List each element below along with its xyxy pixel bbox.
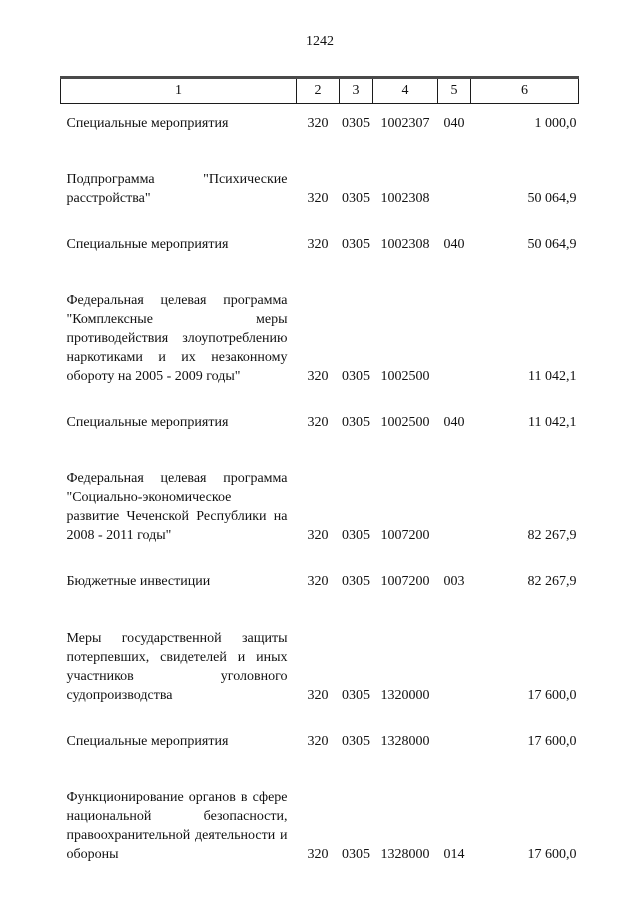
- code-cell: 0305: [342, 116, 370, 132]
- code-cell: 320: [307, 733, 329, 749]
- code-cell: 040: [443, 415, 465, 431]
- table-row: [61, 545, 579, 591]
- item-name-cell: Бюджетные инвестиции: [66, 574, 211, 590]
- code-cell: 1002500: [380, 415, 430, 431]
- code-cell: 0305: [342, 528, 370, 544]
- amount-cell: 11 042,1: [528, 415, 577, 431]
- code-cell: 1007200: [380, 574, 430, 590]
- item-name-cell: Подпрограмма "Психические расстройства": [66, 172, 288, 207]
- code-cell: 0305: [342, 574, 370, 590]
- code-cell: 1007200: [380, 528, 430, 544]
- code-cell: 320: [307, 687, 329, 703]
- table-row: [61, 208, 579, 254]
- code-cell: 1002308: [380, 237, 430, 253]
- code-cell: 0305: [342, 687, 370, 703]
- code-cell: 0305: [342, 191, 370, 207]
- code-cell: 1002500: [380, 369, 430, 385]
- code-cell: 0305: [342, 237, 370, 253]
- page-number: 1242: [306, 34, 334, 49]
- code-cell: 0305: [342, 733, 370, 749]
- code-cell: 1002308: [380, 191, 430, 207]
- header-col-6: 6: [471, 78, 579, 104]
- code-cell: [438, 705, 471, 751]
- amount-cell: 82 267,9: [527, 528, 577, 544]
- header-col-4: 4: [373, 78, 438, 104]
- budget-table: [60, 76, 579, 864]
- code-cell: 320: [307, 369, 329, 385]
- code-cell: 0305: [342, 846, 370, 862]
- code-cell: [438, 133, 471, 208]
- header-col-1: 1: [61, 78, 297, 104]
- code-cell: 320: [307, 528, 329, 544]
- code-cell: 320: [307, 116, 329, 132]
- code-cell: 0305: [342, 415, 370, 431]
- amount-cell: 11 042,1: [528, 369, 577, 385]
- code-cell: 320: [307, 237, 329, 253]
- header-col-3: 3: [340, 78, 373, 104]
- item-name-cell: Специальные мероприятия: [66, 733, 229, 749]
- table-row: [61, 705, 579, 751]
- table-row: [61, 751, 579, 864]
- code-cell: [438, 592, 471, 705]
- code-cell: 320: [307, 574, 329, 590]
- code-cell: 320: [307, 846, 329, 862]
- amount-cell: 17 600,0: [527, 687, 577, 703]
- code-cell: 1320000: [380, 687, 430, 703]
- code-cell: 014: [443, 846, 465, 862]
- table-header-row: [61, 78, 579, 104]
- code-cell: 040: [443, 237, 465, 253]
- item-name-cell: Специальные мероприятия: [66, 415, 229, 431]
- code-cell: 1328000: [380, 846, 430, 862]
- code-cell: 320: [307, 191, 329, 207]
- header-col-2: 2: [297, 78, 340, 104]
- item-name-cell: Специальные мероприятия: [66, 116, 229, 132]
- table-row: [61, 254, 579, 386]
- code-cell: [438, 254, 471, 386]
- item-name-cell: Специальные мероприятия: [66, 237, 229, 253]
- code-cell: 1328000: [380, 733, 430, 749]
- code-cell: 1002307: [380, 116, 430, 132]
- amount-cell: 17 600,0: [527, 846, 577, 862]
- item-name-cell: Функционирование органов в сфере национальной безопасности, правоохранительной деятельности и обороны: [66, 789, 288, 862]
- code-cell: 320: [307, 415, 329, 431]
- amount-cell: 17 600,0: [527, 733, 577, 749]
- code-cell: [438, 432, 471, 545]
- code-cell: 0305: [342, 369, 370, 385]
- table-row: [61, 386, 579, 432]
- amount-cell: 50 064,9: [527, 237, 577, 253]
- amount-cell: 1 000,0: [534, 116, 577, 132]
- table-row: [61, 104, 579, 134]
- amount-cell: 82 267,9: [527, 574, 577, 590]
- header-col-5: 5: [438, 78, 471, 104]
- amount-cell: 50 064,9: [527, 191, 577, 207]
- code-cell: 003: [443, 574, 465, 590]
- item-name-cell: Федеральная целевая программа "Социально-экономическое развитие Чеченской Республики на 2008 - 2011 годы": [66, 471, 288, 544]
- item-name-cell: Меры государственной защиты потерпевших, свидетелей и иных участников уголовного судопроизводства: [66, 630, 288, 703]
- table-row: [61, 592, 579, 705]
- table-row: [61, 432, 579, 545]
- code-cell: 040: [443, 116, 465, 132]
- table-row: [61, 133, 579, 208]
- item-name-cell: Федеральная целевая программа "Комплексные меры противодействия злоупотреблению наркотиками и их незаконному обороту на 2005 - 2009 годы": [66, 293, 288, 385]
